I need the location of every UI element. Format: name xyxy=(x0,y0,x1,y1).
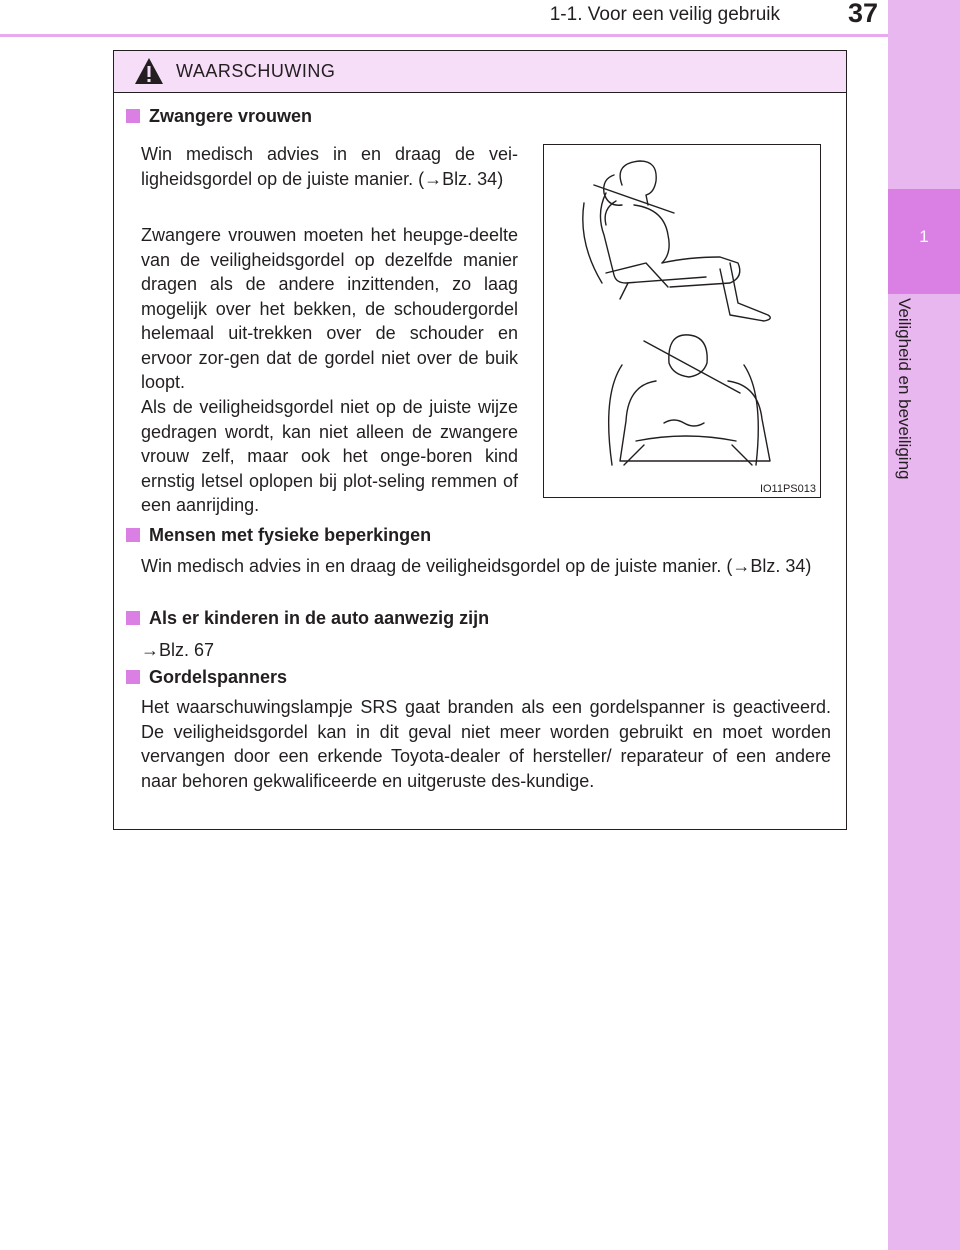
section-title: 1-1. Voor een veilig gebruik xyxy=(549,4,780,25)
paragraph: Win medisch advies in en draag de veiligheidsgordel op de juiste manier. (→Blz. 34) xyxy=(141,556,812,576)
chapter-number: 1 xyxy=(919,227,929,246)
seatbelt-illustration xyxy=(543,144,821,498)
paragraph: Zwangere vrouwen moeten het heupge-deelte van de veiligheidsgordel op dezelfde manier dragen als de andere inzittenden, zo laag mogelijk over het bekken, de schoudergordel helemaal uit-trekken over de schouder en ervoor zor-gen dat de gordel niet over de buik loopt. xyxy=(141,225,518,392)
warning-title: WAARSCHUWING xyxy=(176,61,336,81)
bullet-square-icon xyxy=(126,109,140,123)
warning-triangle-icon xyxy=(134,57,164,85)
bullet-square-icon xyxy=(126,670,140,684)
section-heading: Als er kinderen in de auto aanwezig zijn xyxy=(126,608,489,629)
warning-box xyxy=(113,50,847,830)
paragraph: Als de veiligheidsgordel niet op de juiste wijze gedragen wordt, kan niet alleen de zwangere vrouw zelf, maar ook het onge-boren kind ernstig letsel oplopen bij plot-seling remmen of een aanrijding. xyxy=(141,397,518,515)
paragraph: Win medisch advies in en draag de vei-ligheidsgordel op de juiste manier. (→Blz. 34) xyxy=(141,144,518,189)
chapter-title: Veiligheid en beveiliging xyxy=(895,298,914,480)
header-rule xyxy=(0,34,888,37)
warning-header xyxy=(114,51,846,93)
page-number: 37 xyxy=(847,0,878,28)
paragraph: Het waarschuwingslampje SRS gaat branden als een gordelspanner is geactiveerd. De veiligheidsgordel kan in dit geval niet meer worden gebruikt en moet worden vervangen door een erkende Toyota-dealer of hersteller/ reparateur of een andere naar behoren gekwalificeerde en uitgeruste des-kundige. xyxy=(141,697,831,791)
pregnant-woman-seatbelt-image xyxy=(544,145,819,475)
bullet-square-icon xyxy=(126,611,140,625)
section-heading: Mensen met fysieke beperkingen xyxy=(126,525,431,546)
chapter-sidebar xyxy=(888,0,960,1250)
bullet-square-icon xyxy=(126,528,140,542)
section-heading: Zwangere vrouwen xyxy=(126,106,312,127)
section-heading: Gordelspanners xyxy=(126,667,287,688)
figure-code: IO11PS013 xyxy=(759,483,816,495)
paragraph: →Blz. 67 xyxy=(141,640,215,660)
